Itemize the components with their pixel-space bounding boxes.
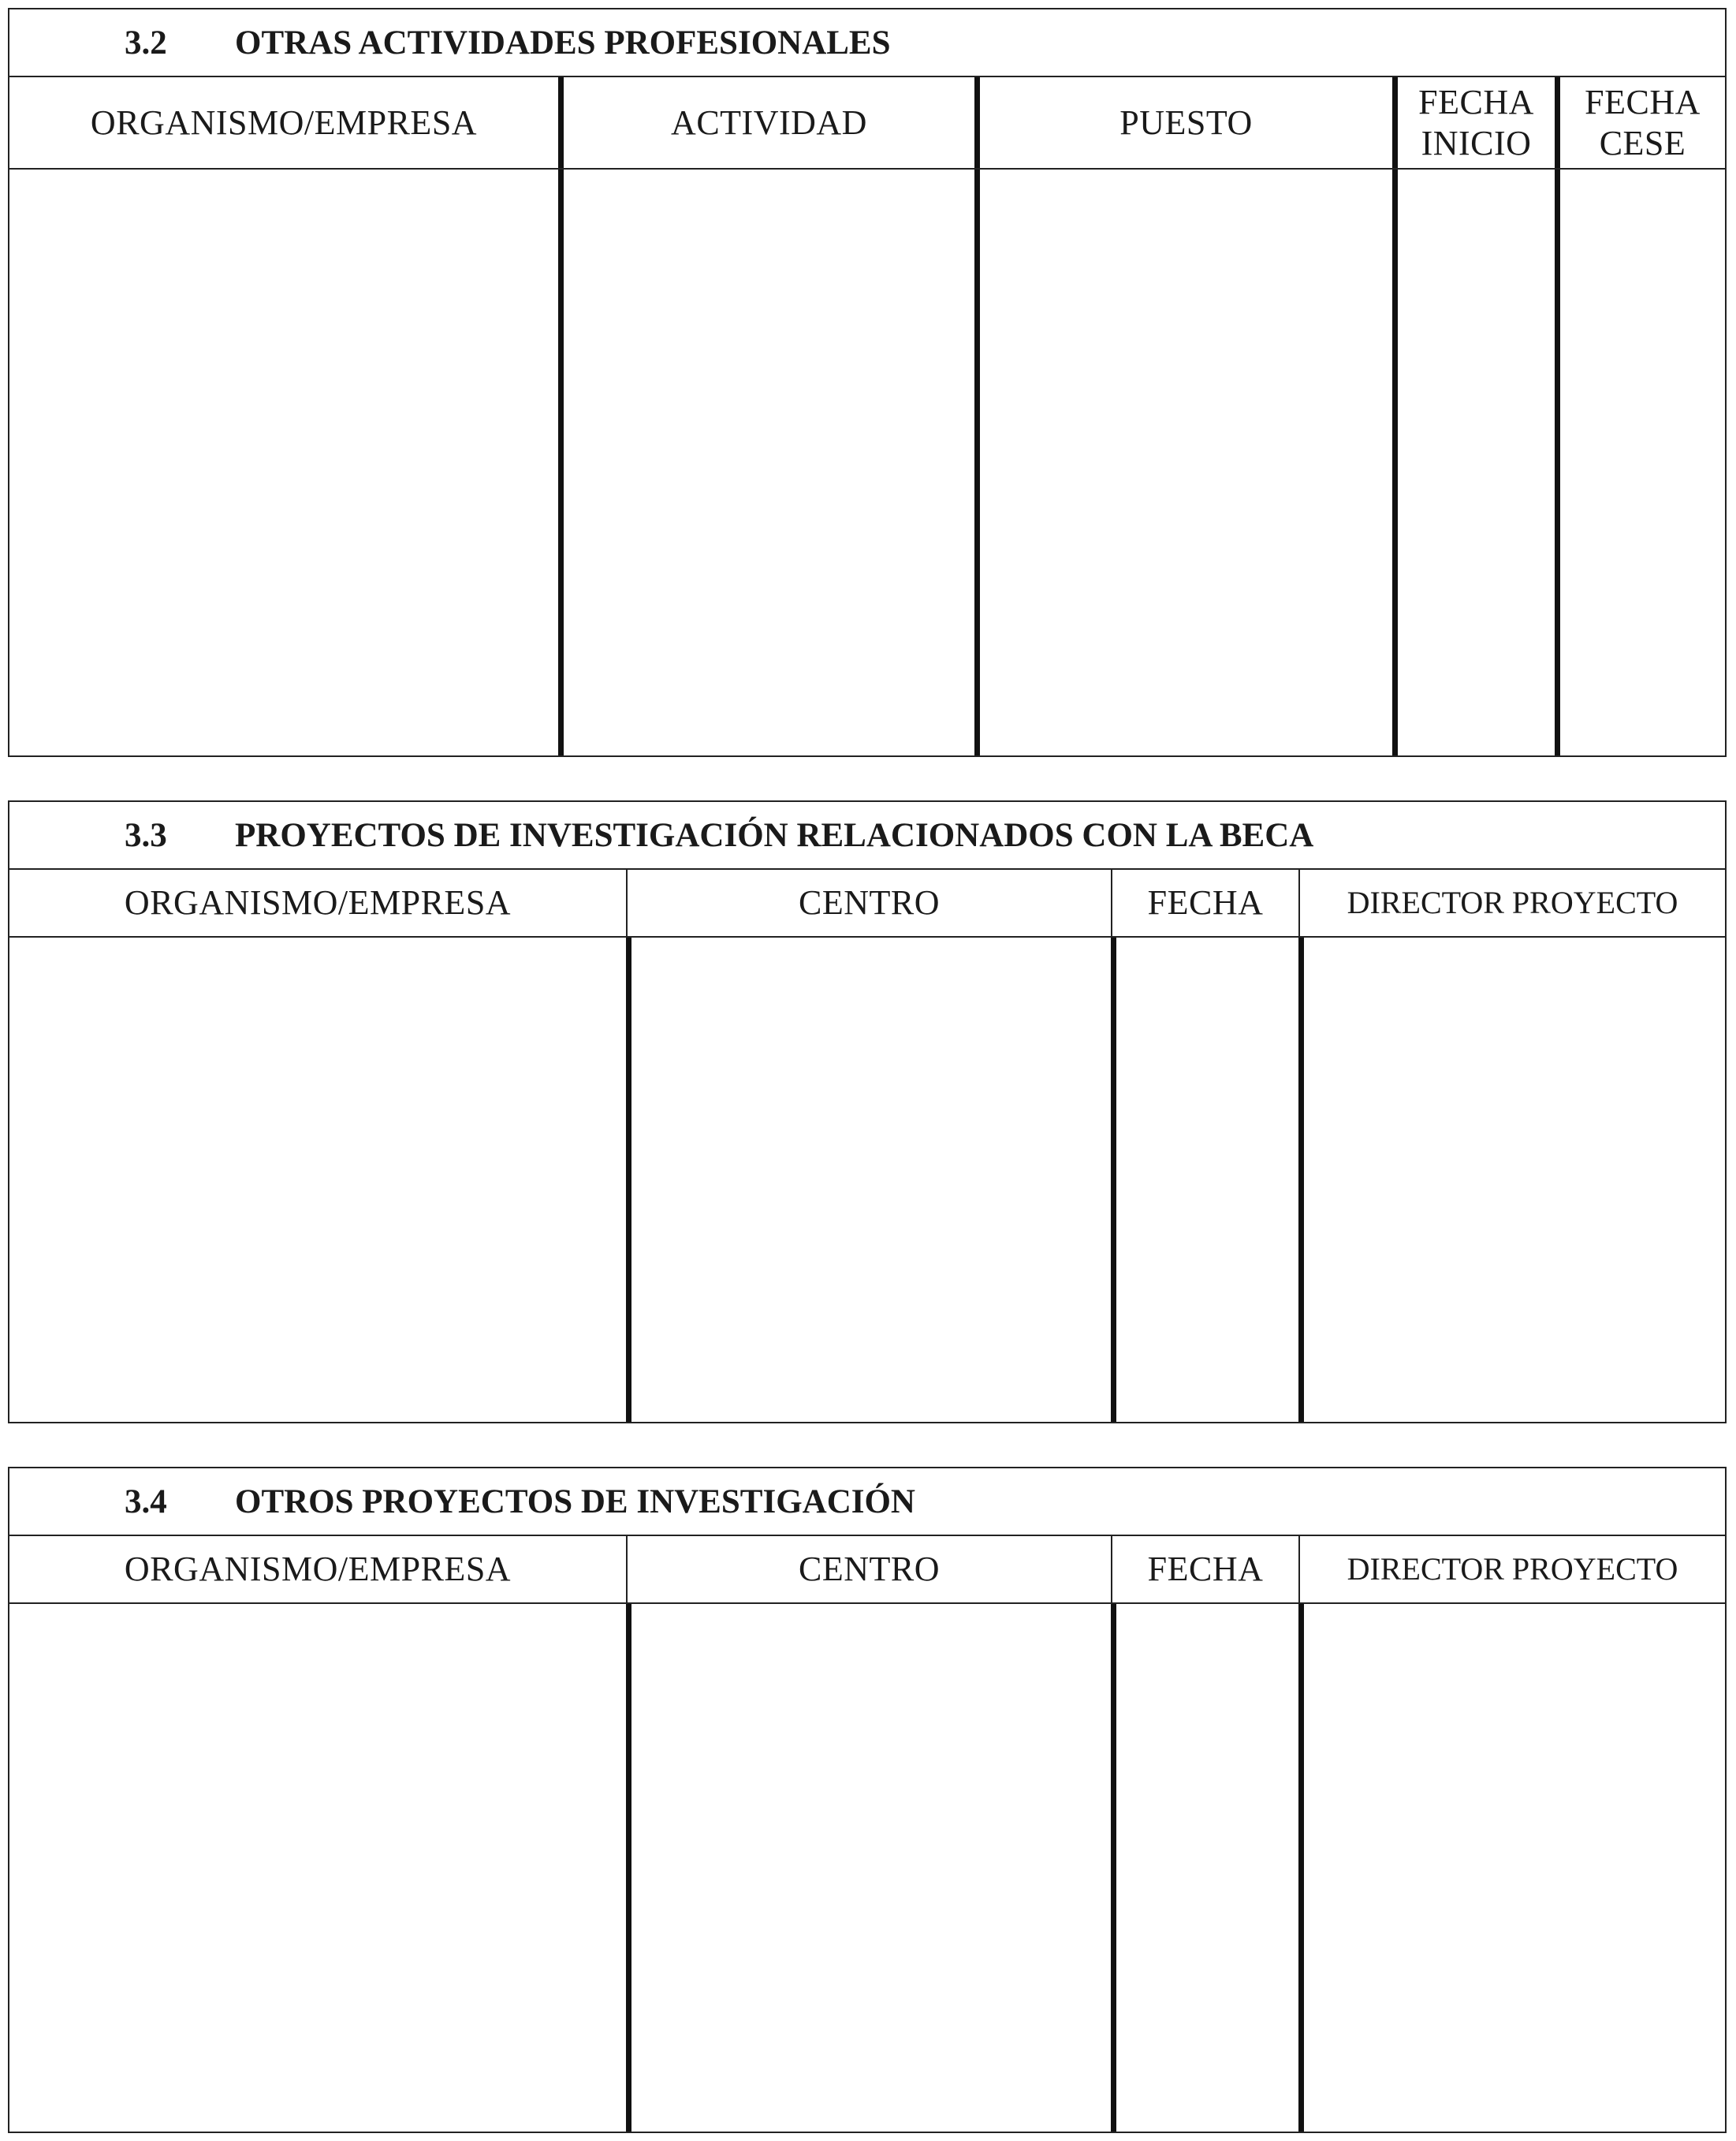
col-header-centro: CENTRO [626,870,1111,936]
entry-area [9,938,1725,1422]
col-header-centro: CENTRO [626,1536,1111,1602]
cell-organismo[interactable] [9,170,558,755]
cell-organismo[interactable] [9,938,626,1422]
section-number: 3.2 [125,24,167,62]
cell-actividad[interactable] [558,170,974,755]
col-header-director-proyecto: DIRECTOR PROYECTO [1298,870,1725,936]
section-title: OTRAS ACTIVIDADES PROFESIONALES [235,24,891,62]
section-proyectos-beca [8,800,1727,1423]
cell-fecha[interactable] [1111,1604,1298,2132]
column-header-row [9,77,1725,170]
cell-centro[interactable] [626,938,1111,1422]
col-header-fecha: FECHA [1111,1536,1298,1602]
col-header-director-proyecto: DIRECTOR PROYECTO [1298,1536,1725,1602]
col-header-fecha-cese: FECHA CESE [1555,77,1725,168]
cell-organismo[interactable] [9,1604,626,2132]
col-header-puesto: PUESTO [974,77,1392,168]
cell-director-proyecto[interactable] [1298,938,1725,1422]
column-header-row [9,1536,1725,1604]
entry-area [9,1604,1725,2132]
cell-director-proyecto[interactable] [1298,1604,1725,2132]
section-title: PROYECTOS DE INVESTIGACIÓN RELACIONADOS CON LA BECA [235,816,1314,854]
section-otros-proyectos [8,1467,1727,2133]
column-header-row [9,870,1725,938]
col-header-organismo: ORGANISMO/EMPRESA [90,103,478,142]
section-otras-actividades [8,8,1727,757]
section-title-bar [9,1468,1725,1536]
section-title-bar [9,9,1725,77]
col-header-fecha-inicio: FECHA INICIO [1392,77,1555,168]
col-header-organismo: ORGANISMO/EMPRESA [124,883,512,922]
cell-puesto[interactable] [974,170,1392,755]
cell-fecha-cese[interactable] [1555,170,1725,755]
section-number: 3.3 [125,816,167,854]
col-header-fecha: FECHA [1111,870,1298,936]
section-title-bar [9,802,1725,870]
cell-centro[interactable] [626,1604,1111,2132]
section-title: OTROS PROYECTOS DE INVESTIGACIÓN [235,1483,915,1520]
cell-fecha[interactable] [1111,938,1298,1422]
cell-fecha-inicio[interactable] [1392,170,1555,755]
entry-area [9,170,1725,755]
section-number: 3.4 [125,1483,167,1520]
col-header-actividad: ACTIVIDAD [558,77,974,168]
col-header-organismo: ORGANISMO/EMPRESA [124,1550,512,1588]
